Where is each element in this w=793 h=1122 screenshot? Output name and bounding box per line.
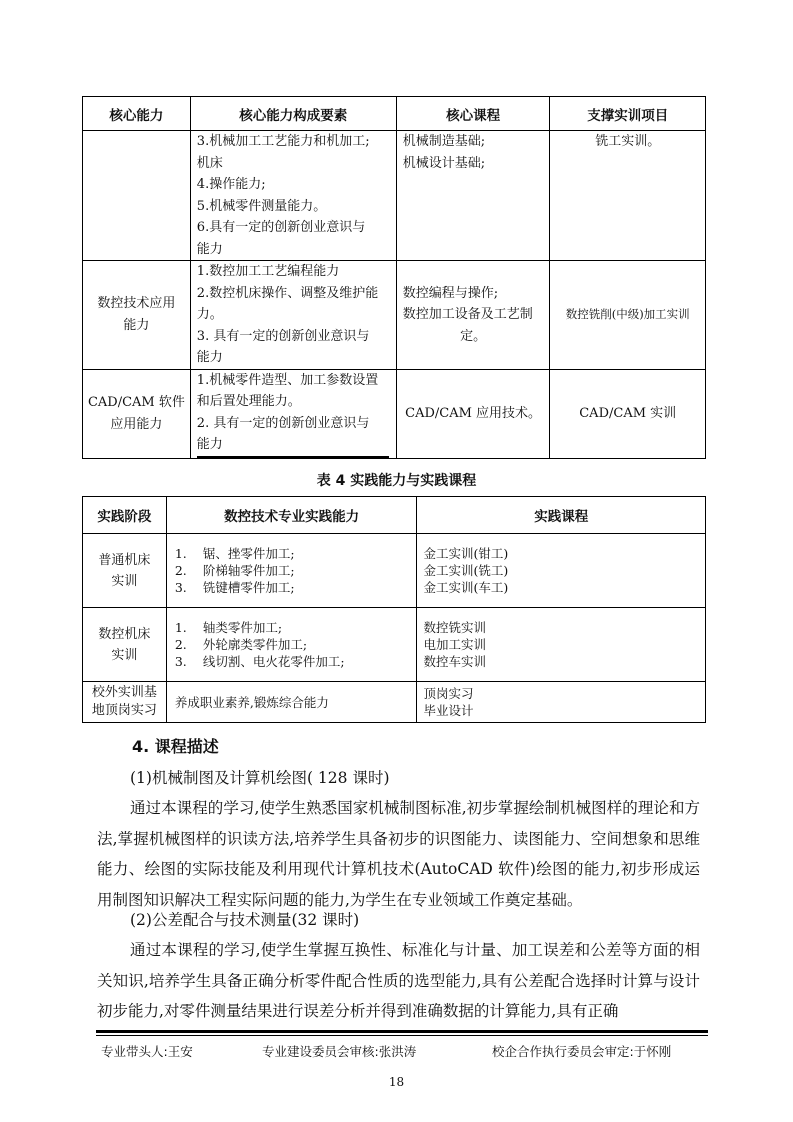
footer-review: 专业建设委员会审核:张洪涛 [262, 1044, 417, 1059]
header-core-courses: 核心课程 [396, 97, 550, 131]
course-subheading: (2)公差配合与技术测量(32 课时) [130, 911, 360, 929]
course-line: 数控车实训 [423, 654, 486, 669]
list-number: 3. [174, 580, 187, 595]
table-header-row [83, 97, 706, 131]
element-line [197, 434, 392, 458]
list-item [175, 619, 417, 636]
ability-line: CAD/CAM 软件 [87, 395, 185, 410]
section-heading: 4. 课程描述 [132, 737, 219, 756]
course-line: 定。 [460, 328, 487, 344]
table-caption: 表 4 实践能力与实践课程 [316, 473, 477, 489]
page-number: 18 [388, 1075, 405, 1089]
abilities-cell: 养成职业素养,锻炼综合能力 [166, 682, 417, 723]
header-training-projects: 支撑实训项目 [550, 97, 706, 131]
list-number: 3. [174, 654, 187, 669]
table-row [83, 131, 706, 261]
course-line: 毕业设计 [423, 703, 474, 718]
underlined-text: 能力 [197, 434, 389, 458]
course-description: 通过本课程的学习,使学生熟悉国家机械制图标准,初步掌握绘制机械图样的理论和方法,掌握机械图样的识读方法,培养学生具备初步的识图能力、读图能力、空间想象和思维能力、绘图的实际技能及利用现代计算机技术(AutoCAD 软件)绘图的能力,初步形成运用制图知识解决工程实际问题的能力,为学生在专业领域工作奠定基础。 [97, 799, 700, 909]
course-line: 数控铣实训 [423, 620, 486, 635]
list-item [175, 653, 417, 670]
footer-approve: 校企合作执行委员会审定:于怀刚 [492, 1044, 672, 1059]
ability-line: 应用能力 [110, 416, 163, 432]
abilities-cell [166, 534, 417, 608]
list-number: 2. [174, 563, 187, 578]
stage-line: 校外实训基 [91, 685, 157, 700]
ability-list [175, 619, 417, 670]
stage-line: 实训 [111, 573, 138, 589]
training-cell: 数控铣削(中级)加工实训 [550, 261, 706, 370]
element-line: 3. 具有一定的创新创业意识与 [196, 328, 370, 344]
list-text: 轴类零件加工; [202, 620, 283, 635]
list-number: 2. [174, 637, 187, 652]
courses-cell [396, 131, 550, 261]
stage-cell [83, 534, 167, 608]
element-line: 和后置处理能力。 [196, 394, 301, 409]
header-practice-ability: 数控技术专业实践能力 [166, 497, 417, 534]
course-line: 顶岗实习 [423, 686, 474, 701]
table-row [83, 608, 706, 682]
element-line: 1.机械零件造型、加工参数设置 [196, 372, 379, 388]
course-line: 金工实训(铣工) [423, 563, 509, 578]
footer-rule-thin [96, 1035, 708, 1036]
header-practice-stage: 实践阶段 [83, 497, 167, 534]
table-header-row [83, 497, 706, 534]
practice-ability-table [82, 496, 706, 723]
stage-line: 普通机床 [98, 552, 151, 568]
courses-cell: CAD/CAM 应用技术。 [396, 369, 550, 458]
course-line: 机械制造基础; [402, 134, 486, 149]
element-line: 4.操作能力; [196, 177, 266, 192]
abilities-cell [166, 608, 417, 682]
stage-line: 实训 [111, 647, 138, 663]
element-line: 2.数控机床操作、调整及维护能 [196, 285, 379, 301]
element-line: 机床 [196, 155, 223, 171]
element-line: 6.具有一定的创新创业意识与 [196, 220, 366, 235]
course-line: 机械设计基础; [402, 155, 486, 171]
training-cell: 铣工实训。 [550, 131, 706, 261]
stage-cell [83, 608, 167, 682]
ability-list [175, 545, 417, 596]
list-text: 线切割、电火花零件加工; [202, 654, 345, 669]
ability-cell [83, 369, 191, 458]
course-line: 金工实训(钳工) [423, 546, 509, 561]
table-row [83, 534, 706, 608]
elements-cell [190, 369, 396, 458]
courses-cell [417, 608, 706, 682]
ability-cell [83, 261, 191, 370]
courses-cell [417, 682, 706, 723]
course-line: 数控加工设备及工艺制 [402, 307, 533, 322]
list-number: 1. [174, 620, 187, 635]
list-item [175, 579, 417, 596]
elements-cell [190, 131, 396, 261]
courses-cell [396, 261, 550, 370]
stage-cell [83, 682, 167, 723]
list-text: 阶梯轴零件加工; [202, 563, 295, 578]
table-row [83, 261, 706, 370]
table-row [83, 682, 706, 723]
footer-leader: 专业带头人:王安 [101, 1044, 193, 1059]
ability-line: 数控技术应用 [97, 296, 176, 312]
training-cell: CAD/CAM 实训 [550, 369, 706, 458]
course-line: 金工实训(车工) [423, 580, 509, 595]
list-item [175, 562, 417, 579]
element-line: 能力 [196, 241, 223, 257]
element-line: 1.数控加工工艺编程能力 [196, 264, 340, 279]
course-line: 数控编程与操作; [402, 285, 499, 301]
course-line: 电加工实训 [423, 637, 486, 652]
list-number: 1. [174, 546, 187, 561]
list-text: 锯、挫零件加工; [202, 546, 295, 561]
list-text: 铣键槽零件加工; [202, 580, 295, 595]
core-ability-table [82, 96, 706, 459]
stage-line: 地顶岗实习 [91, 703, 157, 718]
element-line: 2. 具有一定的创新创业意识与 [196, 415, 370, 431]
header-practice-courses: 实践课程 [417, 497, 706, 534]
elements-cell [190, 261, 396, 370]
course-subheading: (1)机械制图及计算机绘图( 128 课时) [130, 769, 390, 787]
element-line: 能力 [196, 350, 223, 365]
list-text: 外轮廓类零件加工; [202, 637, 308, 652]
header-ability-elements: 核心能力构成要素 [190, 97, 396, 131]
list-item [175, 636, 417, 653]
ability-line: 能力 [123, 317, 150, 333]
footer-rule-thick [96, 1030, 708, 1033]
header-core-ability: 核心能力 [83, 97, 191, 131]
courses-cell [417, 534, 706, 608]
element-line: 5.机械零件测量能力。 [196, 198, 327, 214]
stage-line: 数控机床 [98, 626, 151, 642]
course-description: 通过本课程的学习,使学生掌握互换性、标准化与计量、加工误差和公差等方面的相关知识,培养学生具备正确分析零件配合性质的选型能力,具有公差配合选择时计算与设计初步能力,对零件测量结果进行误差分析并得到准确数据的计算能力,具有正确 [97, 941, 700, 1020]
element-line: 3.机械加工工艺能力和机加工; [196, 134, 370, 149]
list-item [175, 545, 417, 562]
table-row [83, 369, 706, 458]
ability-cell [83, 131, 191, 261]
element-line: 力。 [196, 307, 223, 322]
